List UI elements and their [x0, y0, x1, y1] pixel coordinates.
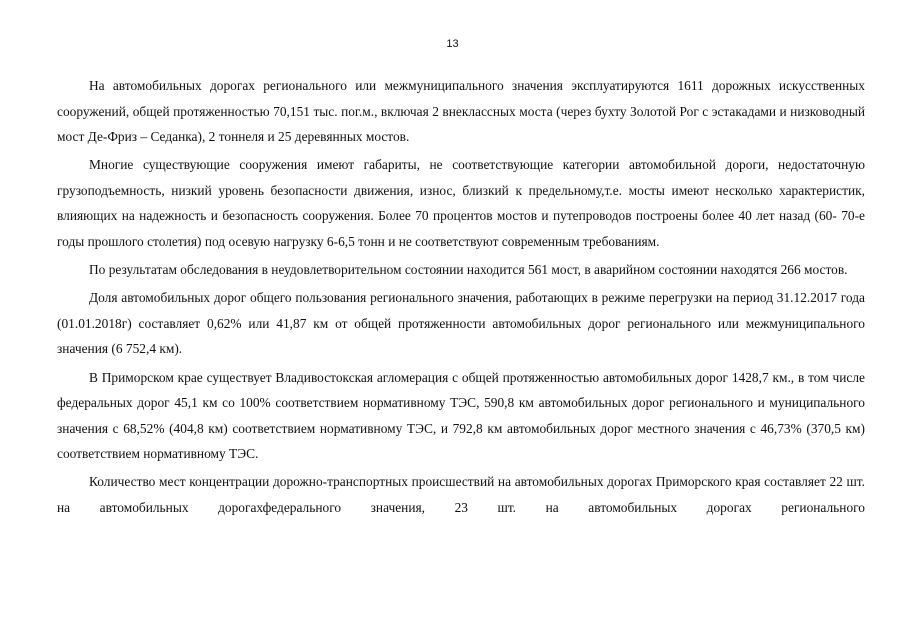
- document-body: [57, 73, 865, 521]
- paragraph-overload-share: Доля автомобильных дорог общего пользования регионального значения, работающих в режиме перегрузки на период 31.12.2017 года (01.01.2018г) составляет 0,62% или 41,87 км от общей протяженности автомобильных дорог регионального или межмуниципального значения (6 752,4 км).: [57, 290, 865, 357]
- paragraph-structures-condition: Многие существующие сооружения имеют габариты, не соответствующие категории автомобильной дороги, недостаточную грузоподъемность, низкий уровень безопасности движения, износ, близкий к предельному,т.е. мосты имеют несколько характеристик, влияющих на надежность и безопасность сооружения. Более 70 процентов мостов и путепроводов построены более 40 лет назад (60- 70-е годы прошлого столетия) под осевую нагрузку 6-6,5 тонн и не соответствуют современным требованиям.: [57, 157, 865, 250]
- paragraph-accident-locations: Количество мест концентрации дорожно-транспортных происшествий на автомобильных дорогах Приморского края составляет 22 шт. на автомобильных дорогахфедерального значения, 23 шт. на автомобильных дорогах регионального: [57, 474, 865, 515]
- paragraph-bridges: На автомобильных дорогах регионального или межмуниципального значения эксплуатируются 1611 дорожных искусственных сооружений, общей протяженностью 70,151 тыс. пог.м., включая 2 внеклассных моста (через бухту Золотой Рог с эстакадами и низководный мост Де-Фриз – Седанка), 2 тоннеля и 25 деревянных мостов.: [57, 78, 865, 145]
- paragraph-vladivostok-agglomeration: В Приморском крае существует Владивостокская агломерация с общей протяженностью автомобильных дорог 1428,7 км., в том числе федеральных дорог 45,1 км со 100% соответствием нормативному ТЭС, 590,8 км автомобильных дорог регионального и муниципального значения с 68,52% (404,8 км) соответствием нормативному ТЭС, и 792,8 км автомобильных дорог местного значения с 46,73% (370,5 км) соответствием нормативному ТЭС.: [57, 369, 865, 462]
- page-number: 13: [446, 38, 459, 50]
- paragraph-inspection-results: По результатам обследования в неудовлетворительном состоянии находится 561 мост, в аварийном состоянии находятся 266 мостов.: [89, 262, 848, 278]
